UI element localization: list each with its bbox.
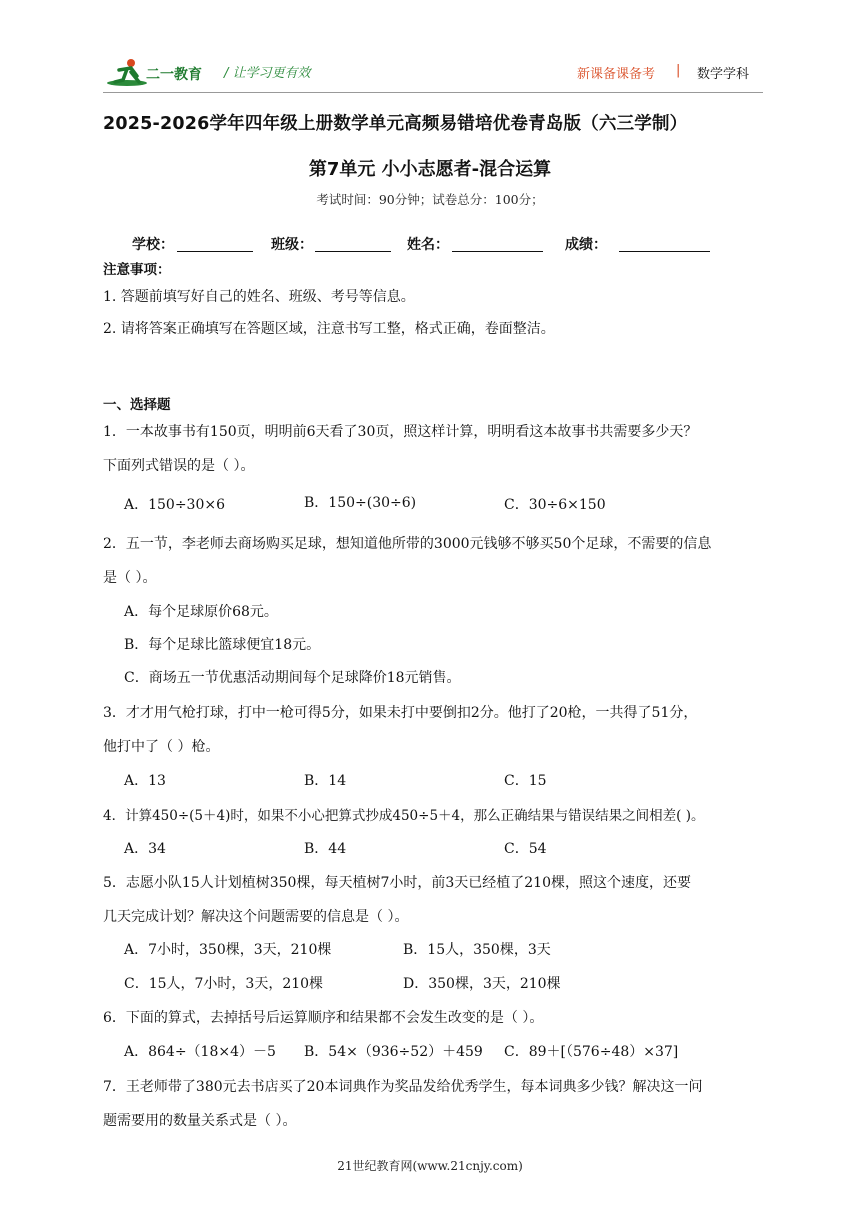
name-field[interactable]	[452, 251, 543, 252]
exam-info: 考试时间：90分钟；试卷总分：100分；	[316, 192, 544, 207]
question-1-text-cont: 下面列式错误的是（ ）。	[103, 458, 255, 474]
question-2-option-b: B．每个足球比篮球便宜18元。	[124, 637, 321, 653]
question-2-option-a: A．每个足球原价68元。	[124, 604, 278, 620]
question-3-option-a: A．13	[124, 773, 166, 789]
question-4-text: 4．计算450÷(5＋4)时，如果不小心把算式抄成450÷5＋4，那么正确结果与错误结果之间相差( )。	[103, 808, 705, 824]
question-6-option-a: A．864÷（18×4）－5	[124, 1044, 276, 1060]
question-5-option-c: C．15人，7小时，3天，210棵	[124, 976, 324, 992]
slogan: / 让学习更有效	[224, 66, 311, 81]
question-4-option-a: A．34	[124, 841, 166, 857]
question-1-option-a: A．150÷30×6	[124, 497, 226, 513]
question-2-text: 2．五一节，李老师去商场购买足球，想知道他所带的3000元钱够不够买50个足球，不需要的信息	[103, 536, 712, 552]
question-6-option-b: B．54×（936÷52）＋459	[304, 1044, 483, 1060]
question-6-option-c: C．89＋[（576÷48）×37]	[504, 1044, 679, 1060]
question-3-option-c: C．15	[504, 773, 547, 789]
question-6-text: 6．下面的算式，去掉括号后运算顺序和结果都不会发生改变的是（ ）。	[103, 1010, 544, 1026]
question-4-option-b: B．44	[304, 841, 347, 857]
notice-item: 2. 请将答案正确填写在答题区域，注意书写工整，格式正确，卷面整洁。	[103, 321, 555, 337]
question-3-option-b: B．14	[304, 773, 347, 789]
question-5-text-cont: 几天完成计划？解决这个问题需要的信息是（ ）。	[103, 909, 409, 925]
school-field[interactable]	[177, 251, 253, 252]
school-label: 学校：	[132, 237, 174, 253]
question-1-option-c: C．30÷6×150	[504, 497, 606, 513]
footer-source: 21世纪教育网(www.21cnjy.com)	[337, 1159, 523, 1173]
header-course-label: 新课备课备考	[577, 67, 656, 82]
header-divider	[103, 92, 763, 93]
question-5-option-d: D．350棵，3天，210棵	[403, 976, 561, 992]
question-3-text-cont: 他打中了（ ）枪。	[103, 739, 220, 755]
name-label: 姓名：	[407, 237, 449, 253]
notice-item: 1. 答题前填写好自己的姓名、班级、考号等信息。	[103, 289, 415, 305]
score-field[interactable]	[619, 251, 710, 252]
logo-text: 二一教育	[146, 67, 202, 83]
header-subject-label: 数学学科	[697, 67, 750, 82]
notice-title: 注意事项：	[103, 262, 171, 278]
class-label: 班级：	[271, 237, 313, 253]
question-4-option-c: C．54	[504, 841, 547, 857]
section-heading: 一、选择题	[103, 397, 171, 413]
score-label: 成绩：	[565, 237, 607, 253]
question-5-text: 5．志愿小队15人计划植树350棵，每天植树7小时，前3天已经植了210棵，照这个速度，还要	[103, 875, 691, 891]
question-5-option-a: A．7小时，350棵，3天，210棵	[124, 942, 332, 958]
question-2-option-c: C．商场五一节优惠活动期间每个足球降价18元销售。	[124, 670, 461, 686]
question-5-option-b: B．15人，350棵，3天	[403, 942, 551, 958]
page-subtitle: 第7单元 小小志愿者-混合运算	[308, 159, 552, 180]
question-7-text: 7．王老师带了380元去书店买了20本词典作为奖品发给优秀学生，每本词典多少钱？解决这一问	[103, 1079, 703, 1095]
header-separator: |	[676, 63, 681, 78]
class-field[interactable]	[315, 251, 391, 252]
question-1-option-b: B．150÷(30÷6)	[304, 495, 417, 511]
question-2-text-cont: 是（ ）。	[103, 570, 157, 586]
page-title: 2025-2026学年四年级上册数学单元高频易错培优卷青岛版（六三学制）	[103, 114, 688, 134]
question-7-text-cont: 题需要用的数量关系式是（ ）。	[103, 1113, 297, 1129]
question-3-text: 3．才才用气枪打球，打中一枪可得5分，如果未打中要倒扣2分。他打了20枪，一共得了51分，	[103, 705, 698, 721]
question-1-text: 1．一本故事书有150页，明明前6天看了30页，照这样计算，明明看这本故事书共需要多少天？	[103, 424, 698, 440]
